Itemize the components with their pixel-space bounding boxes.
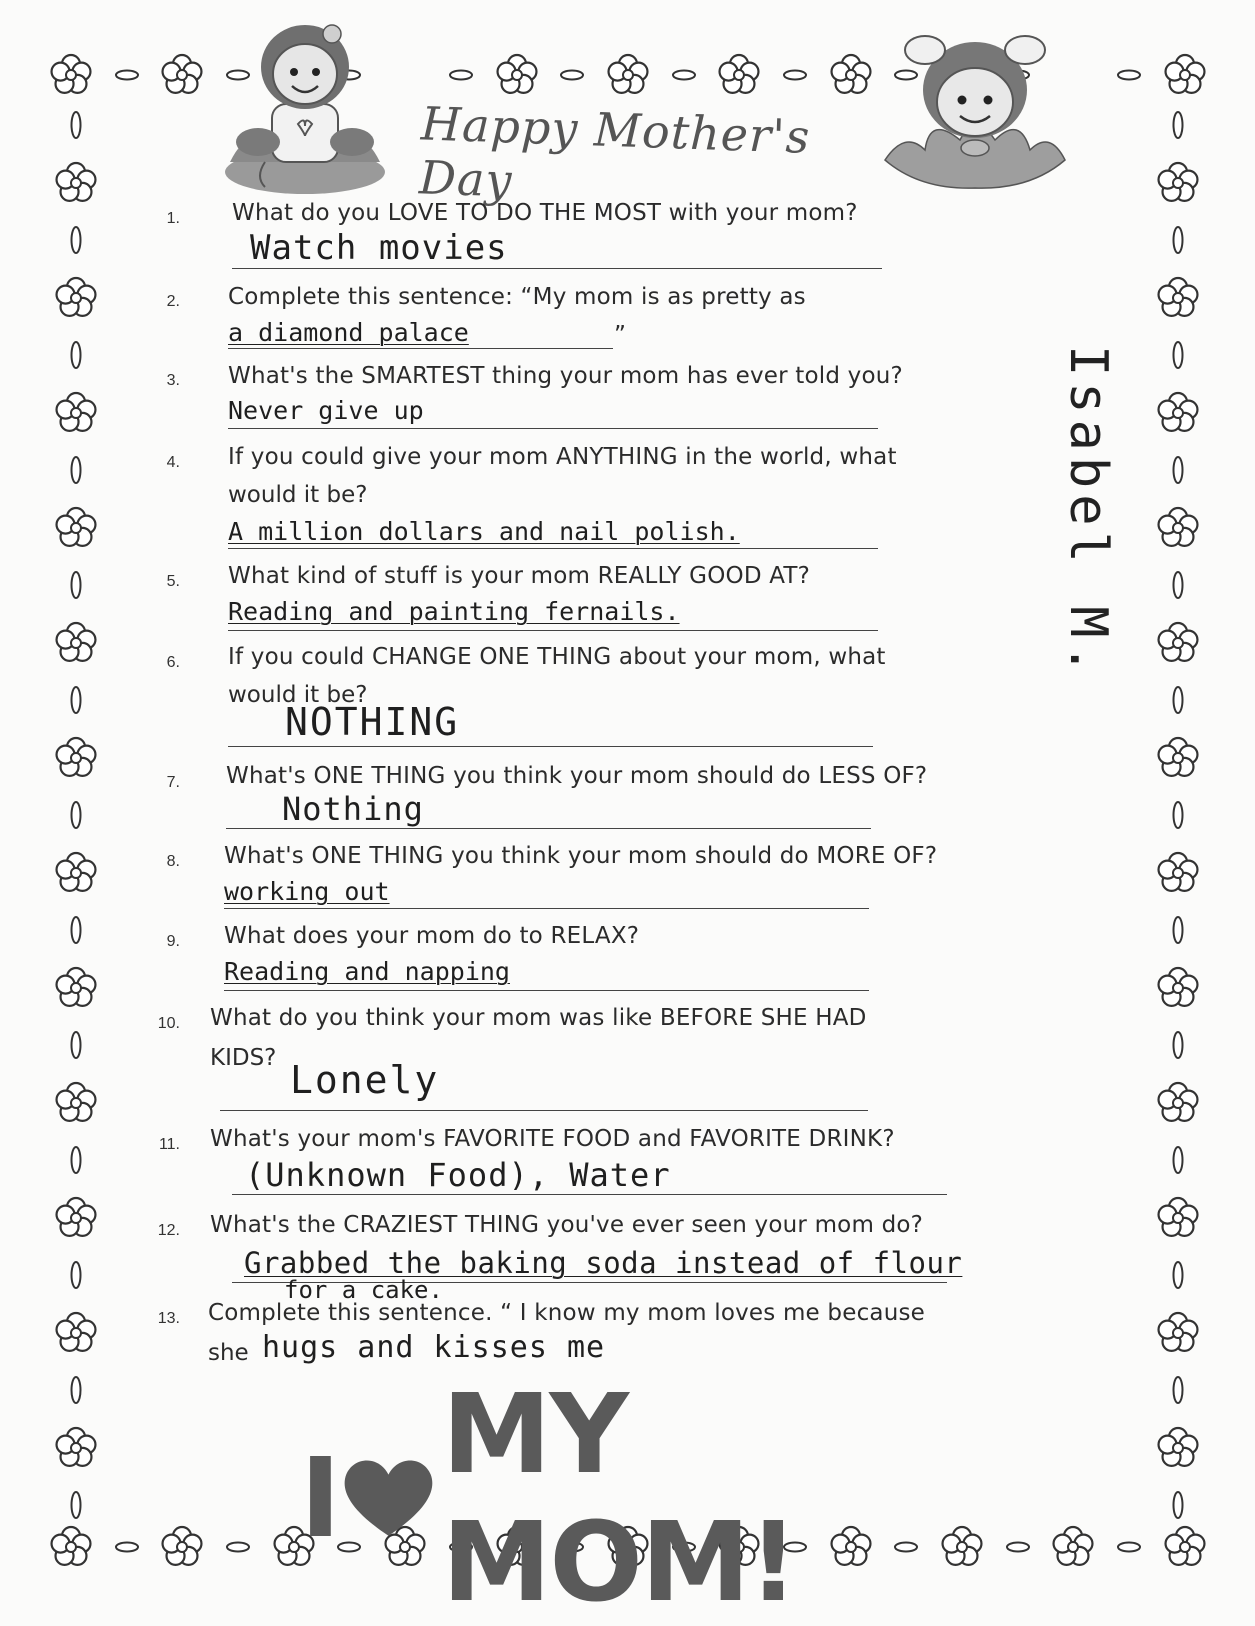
- closing-quote: ”: [614, 322, 626, 348]
- flower-icon: [53, 1425, 99, 1471]
- answer-text: NOTHING: [285, 700, 460, 744]
- question-text-continued: would it be?: [228, 482, 368, 508]
- answer-text: Watch movies: [250, 228, 508, 268]
- answer-text: working out: [224, 877, 390, 906]
- leaf-icon: [70, 1145, 82, 1175]
- flower-icon: [1050, 1524, 1096, 1570]
- leaf-icon: [1172, 455, 1184, 485]
- question-number: 11.: [158, 1136, 180, 1153]
- leaf-icon: [1172, 1260, 1184, 1290]
- flower-icon: [1155, 1425, 1201, 1471]
- leaf-icon: [225, 1541, 251, 1553]
- question-number: 8.: [166, 853, 180, 870]
- flower-icon: [53, 1310, 99, 1356]
- answer-line: [224, 908, 869, 909]
- question-number: 3.: [166, 372, 180, 389]
- leaf-icon: [1172, 1375, 1184, 1405]
- flower-icon: [53, 160, 99, 206]
- leaf-icon: [70, 455, 82, 485]
- leaf-icon: [70, 340, 82, 370]
- banner-my-mom: MY MOM!: [441, 1370, 797, 1626]
- question-text: If you could CHANGE ONE THING about your mom, what: [228, 644, 886, 670]
- answer-line: [228, 746, 873, 747]
- question-text: What's the SMARTEST thing your mom has ever told you?: [228, 363, 903, 389]
- answer-text: (Unknown Food), Water: [245, 1156, 671, 1194]
- leaf-icon: [559, 69, 585, 81]
- flower-icon: [494, 52, 540, 98]
- question-text: Complete this sentence: “My mom is as pretty as: [228, 284, 806, 310]
- question-number: 9.: [166, 933, 180, 950]
- banner-i: I: [300, 1434, 339, 1562]
- answer-line: [228, 348, 613, 349]
- answer-text: hugs and kisses me: [262, 1330, 606, 1365]
- boy-illustration: [880, 20, 1070, 195]
- leaf-icon: [114, 69, 140, 81]
- flower-icon: [48, 52, 94, 98]
- heart-icon: [339, 1448, 438, 1548]
- question-text-continued: KIDS?: [210, 1045, 277, 1071]
- leaf-icon: [1172, 1030, 1184, 1060]
- question-text: What kind of stuff is your mom REALLY GOOD AT?: [228, 563, 811, 589]
- flower-icon: [53, 620, 99, 666]
- answer-line: [232, 1194, 947, 1195]
- leaf-icon: [70, 800, 82, 830]
- question-number: 4.: [166, 454, 180, 471]
- flower-icon: [1155, 850, 1201, 896]
- flower-icon: [1155, 275, 1201, 321]
- flower-border-left: [48, 110, 104, 1520]
- answer-line: [228, 428, 878, 429]
- question-number: 12.: [157, 1222, 180, 1239]
- leaf-icon: [70, 225, 82, 255]
- leaf-icon: [1116, 69, 1142, 81]
- answer-line: [226, 828, 871, 829]
- flower-icon: [1155, 620, 1201, 666]
- question-text-continued: she: [208, 1340, 249, 1366]
- flower-icon: [53, 735, 99, 781]
- question-text: What do you LOVE TO DO THE MOST with your mom?: [232, 200, 858, 226]
- answer-text: Lonely: [290, 1058, 440, 1102]
- i-love-my-mom-banner: [300, 1370, 960, 1626]
- answer-line: [224, 990, 869, 991]
- flower-icon: [159, 52, 205, 98]
- flower-icon: [53, 1195, 99, 1241]
- leaf-icon: [1005, 1541, 1031, 1553]
- question-text: What's the CRAZIEST THING you've ever seen your mom do?: [210, 1212, 924, 1238]
- question-number: 10.: [157, 1015, 180, 1032]
- flower-icon: [1155, 390, 1201, 436]
- leaf-icon: [114, 1541, 140, 1553]
- question-number: 1.: [166, 210, 180, 227]
- flower-icon: [1155, 1195, 1201, 1241]
- flower-icon: [159, 1524, 205, 1570]
- leaf-icon: [1172, 915, 1184, 945]
- question-number: 6.: [166, 654, 180, 671]
- flower-icon: [716, 52, 762, 98]
- leaf-icon: [671, 69, 697, 81]
- leaf-icon: [1172, 685, 1184, 715]
- leaf-icon: [1172, 1490, 1184, 1520]
- answer-text: Never give up: [228, 396, 424, 425]
- question-text: What do you think your mom was like BEFORE SHE HAD: [210, 1005, 867, 1031]
- question-text: What does your mom do to RELAX?: [224, 923, 640, 949]
- leaf-icon: [1172, 800, 1184, 830]
- flower-icon: [605, 52, 651, 98]
- leaf-icon: [70, 1375, 82, 1405]
- flower-icon: [53, 965, 99, 1011]
- leaf-icon: [1116, 1541, 1142, 1553]
- student-name: Isabel M.: [1058, 345, 1118, 681]
- leaf-icon: [1172, 570, 1184, 600]
- flower-border-right: [1150, 110, 1206, 1520]
- leaf-icon: [70, 570, 82, 600]
- flower-icon: [1162, 1524, 1208, 1570]
- question-number: 7.: [166, 774, 180, 791]
- answer-text: Reading and painting fernails.: [228, 597, 680, 626]
- question-text: What's ONE THING you think your mom should do MORE OF?: [224, 843, 938, 869]
- answer-text: Nothing: [282, 790, 424, 828]
- leaf-icon: [70, 1490, 82, 1520]
- leaf-icon: [1172, 1145, 1184, 1175]
- answer-text: Grabbed the baking soda instead of flour: [244, 1246, 963, 1280]
- flower-icon: [1155, 1310, 1201, 1356]
- flower-icon: [1155, 505, 1201, 551]
- leaf-icon: [70, 1260, 82, 1290]
- question-text: What's your mom's FAVORITE FOOD and FAVORITE DRINK?: [210, 1126, 895, 1152]
- answer-line: [228, 630, 878, 631]
- question-number: 2.: [166, 293, 180, 310]
- flower-icon: [53, 505, 99, 551]
- flower-icon: [53, 275, 99, 321]
- answer-line: [220, 1110, 868, 1111]
- question-text: If you could give your mom ANYTHING in the world, what: [228, 444, 897, 470]
- flower-icon: [53, 390, 99, 436]
- answer-text-continued: for a cake.: [284, 1276, 443, 1304]
- leaf-icon: [70, 110, 82, 140]
- flower-icon: [1155, 965, 1201, 1011]
- question-text: What's ONE THING you think your mom should do LESS OF?: [226, 763, 928, 789]
- answer-text: a diamond palace: [228, 318, 469, 347]
- answer-text: A million dollars and nail polish.: [228, 517, 740, 546]
- flower-icon: [1155, 160, 1201, 206]
- answer-text: Reading and napping: [224, 957, 510, 986]
- leaf-icon: [70, 915, 82, 945]
- flower-icon: [1162, 52, 1208, 98]
- leaf-icon: [1172, 225, 1184, 255]
- question-text-continued: would it be?: [228, 682, 368, 708]
- flower-icon: [48, 1524, 94, 1570]
- leaf-icon: [782, 69, 808, 81]
- leaf-icon: [1172, 110, 1184, 140]
- answer-line: [228, 548, 878, 549]
- leaf-icon: [70, 1030, 82, 1060]
- flower-icon: [53, 1080, 99, 1126]
- leaf-icon: [1172, 340, 1184, 370]
- flower-icon: [1155, 1080, 1201, 1126]
- flower-icon: [53, 850, 99, 896]
- question-text: Complete this sentence. “ I know my mom loves me because: [208, 1300, 926, 1326]
- answer-line: [232, 268, 882, 269]
- leaf-icon: [448, 69, 474, 81]
- question-number: 5.: [166, 573, 180, 590]
- flower-icon: [828, 52, 874, 98]
- leaf-icon: [70, 685, 82, 715]
- girl-illustration: [210, 12, 400, 202]
- page-title: Happy Mother's Day: [418, 96, 812, 208]
- flower-icon: [1155, 735, 1201, 781]
- question-number: 13.: [157, 1310, 180, 1327]
